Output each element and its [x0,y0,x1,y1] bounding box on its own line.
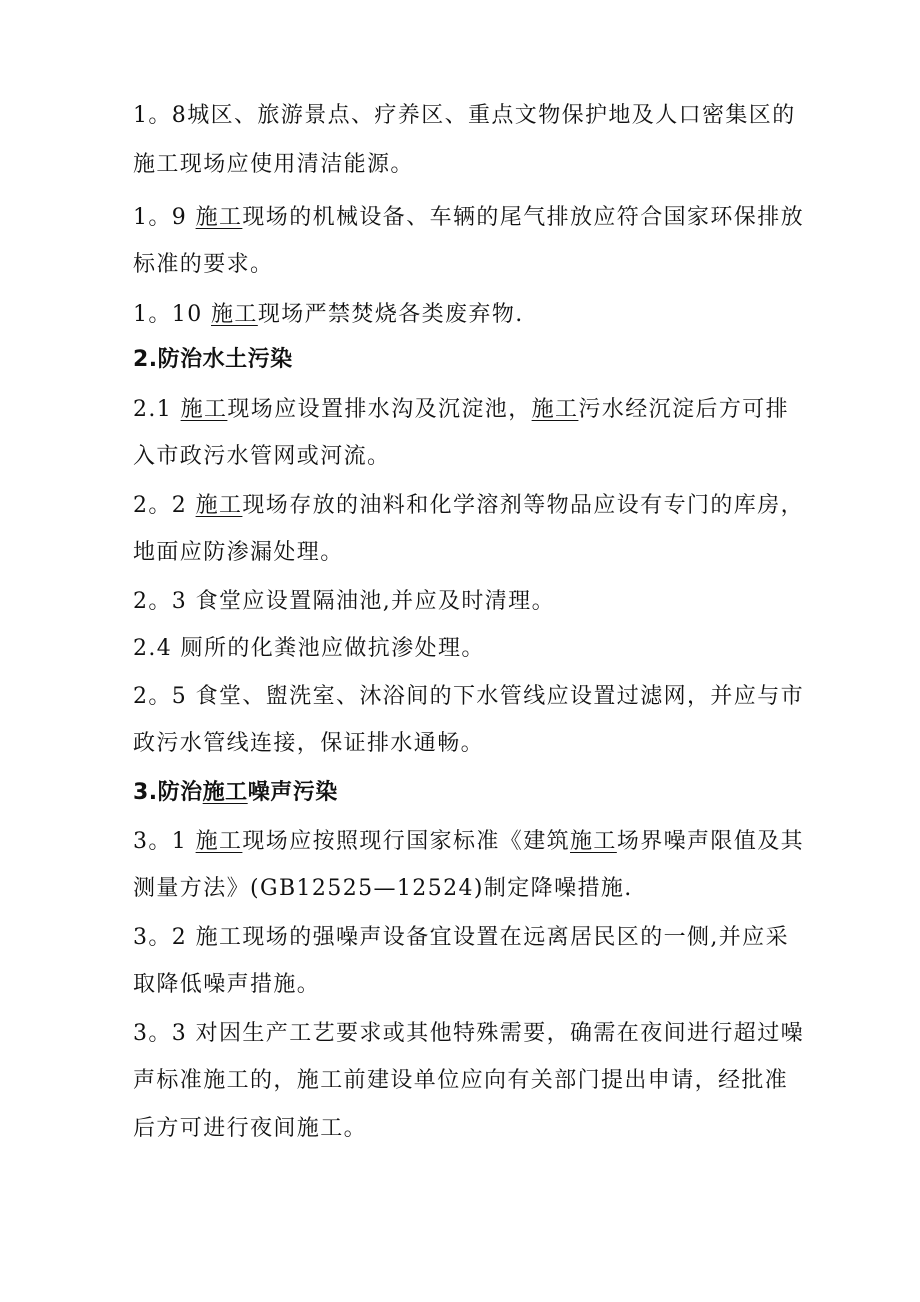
para-1-8-line-1: 1。8城区、旅游景点、疗养区、重点文物保护地及人口密集区的 [133,103,796,128]
para-3-1-underlined-term-2: 施工 [570,829,617,854]
para-2-5-line-2: 政污水管线连接，保证排水通畅。 [133,731,485,756]
section-3-heading [133,778,338,808]
para-2-1-line-1 [133,395,789,425]
para-3-1-text-1: 现场应按照现行国家标准《建筑 [242,829,571,854]
para-1-10 [133,300,524,330]
para-1-9-line-2: 标准的要求。 [133,252,274,277]
para-2-1-number: 2.1 [133,397,181,422]
section-3-heading-prefix: 3.防治 [133,780,203,805]
para-2-2-number: 2。2 [133,493,196,518]
para-1-10-number: 1。10 [133,302,211,327]
section-3-heading-underlined-term: 施工 [202,780,248,805]
para-1-8-line-2: 施工现场应使用清洁能源。 [133,152,414,177]
para-2-2-line-1 [133,491,804,521]
para-3-3-line-2: 声标准施工的，施工前建设单位应向有关部门提出申请，经批准 [133,1068,789,1093]
para-1-9-number: 1。9 [133,205,196,230]
para-1-9-line-1 [133,203,804,233]
para-2-1-line-2: 入市政污水管网或河流。 [133,444,391,469]
para-3-3-line-3: 后方可进行夜间施工。 [133,1116,368,1141]
section-3-heading-suffix: 噪声污染 [247,780,338,805]
section-2-heading: 2.防治水土污染 [133,347,293,372]
para-3-1-number: 3。1 [133,829,196,854]
para-2-2-line-2: 地面应防渗漏处理。 [133,540,344,565]
para-2-5-line-1: 2。5 食堂、盥洗室、沐浴间的下水管线应设置过滤网，并应与市 [133,684,804,709]
para-1-9-text: 现场的机械设备、车辆的尾气排放应符合国家环保排放 [242,205,805,230]
para-2-1-text-1: 现场应设置排水沟及沉淀池， [227,397,532,422]
para-2-1-text-2: 污水经沉淀后方可排 [578,397,790,422]
para-2-2-underlined-term: 施工 [195,493,243,518]
para-3-1-text-2: 场界噪声限值及其 [616,829,805,854]
para-2-1-underlined-term-2: 施工 [531,397,579,422]
para-1-10-underlined-term: 施工 [211,302,258,327]
para-3-1-underlined-term-1: 施工 [195,829,243,854]
para-2-1-underlined-term-1: 施工 [180,397,228,422]
para-3-1-line-1 [133,827,804,857]
para-1-10-text: 现场严禁焚烧各类废弃物. [257,302,524,327]
para-3-2-line-2: 取降低噪声措施。 [133,972,321,997]
para-2-3: 2。3 食堂应设置隔油池,并应及时清理。 [133,589,555,614]
para-3-3-line-1: 3。3 对因生产工艺要求或其他特殊需要，确需在夜间进行超过噪 [133,1021,804,1046]
para-3-2-line-1: 3。2 施工现场的强噪声设备宜设置在远离居民区的一侧,并应采 [133,925,789,950]
para-3-1-line-2: 测量方法》(GB12525—12524)制定降噪措施. [133,876,633,901]
para-1-9-underlined-term: 施工 [195,205,243,230]
para-2-2-text: 现场存放的油料和化学溶剂等物品应设有专门的库房， [242,493,805,518]
para-2-4: 2.4 厕所的化粪池应做抗渗处理。 [133,636,485,661]
